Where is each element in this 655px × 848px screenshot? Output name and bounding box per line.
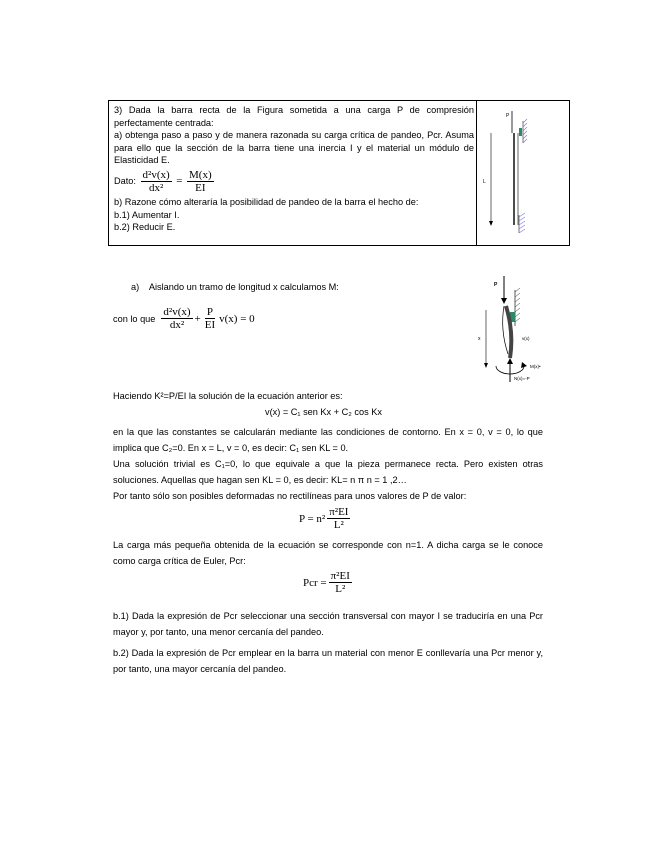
fig2-label-m: M(x)• [530, 364, 541, 369]
eq3-num: π²EI [330, 570, 350, 582]
fig2-axial-arrowhead [507, 358, 513, 364]
problem-dato [114, 169, 474, 194]
problem-box [108, 100, 570, 246]
fig2-label-x: x [478, 336, 481, 342]
dato-denominator: dx² [148, 181, 164, 194]
eq2-num: π²EI [329, 506, 349, 518]
solution-paragraph-block [113, 424, 543, 504]
fig2-label-v: v(x) [522, 336, 530, 341]
problem-text [114, 104, 474, 234]
solution-answer-b1: b.1) Dada la expresión de Pcr seleccionar una sección transversal con mayor I se traduciría en una Pcr mayor y, por tanto, una menor cercanía del pandeo. [113, 611, 543, 637]
box-divider [476, 101, 477, 245]
problem-part-a: a) obtenga paso a paso y de manera razonada su carga crítica de pandeo, Pcr. Asuma para ello que la sección de la barra tiene una inercia I y el material un módulo de Elasticidad E. [114, 130, 474, 166]
fig2-dimension-arrow [484, 363, 488, 368]
solution-para-3: Por tanto sólo son posibles deformadas no rectilíneas para unos valores de P de valor: [113, 491, 467, 501]
solution-para-2: Una solución trivial es C₁=0, lo que equivale a que la pieza permanece recta. Pero existen otras soluciones. Aquellas que hagan sen KL = 0, es decir: KL= n π n = 1 ,2… [113, 459, 543, 485]
eq3-lhs: Pcr = [303, 576, 327, 589]
fig2-wall-hatch [515, 288, 520, 322]
problem-part-b2: b.2) Reducir E. [114, 222, 176, 233]
solution-general-equation: v(x) = C₁ sen Kx + C₂ cos Kx [265, 407, 382, 417]
eq1-frac-1 [161, 306, 192, 331]
eq2-fraction [327, 506, 350, 531]
dato-numerator: d²v(x) [142, 168, 170, 181]
eq1-plus: + [194, 312, 201, 325]
solution-para-1: en la que las constantes se calcularán mediante las condiciones de contorno. En x = 0, v = 0, lo que implica que C₂=0. En x = L, v = 0, es decir: C₁ sen KL = 0. [113, 427, 543, 453]
fig1-label-p: P [506, 113, 510, 119]
dato-fraction-rhs [187, 169, 214, 194]
dato-rhs-denominator: EI [195, 181, 206, 194]
solution-answer-b2: b.2) Dada la expresión de Pcr emplear en la barra un material con menor E conllevaría una Pcr menor y, por tanto, una mayor cercanía del pandeo. [113, 648, 543, 674]
eq2-lhs: P = n² [299, 512, 326, 525]
fig2-label-n: N(x)=-P [514, 376, 530, 381]
dato-label: Dato: [114, 175, 136, 186]
dato-equals: = [176, 174, 183, 187]
fig1-label-l: L [483, 179, 486, 185]
fig2-label-p: P [494, 282, 498, 288]
solution-para-4: La carga más pequeña obtenida de la ecuación se corresponde con n=1. A dicha carga se le conoce como carga crítica de Euler, Pcr: [113, 540, 543, 566]
equation-2 [299, 506, 352, 531]
top-wall-hatch [523, 119, 527, 143]
eq1-frac-1-num: d²v(x) [163, 306, 191, 318]
equation-3 [303, 570, 354, 595]
eq3-den: L² [335, 583, 346, 595]
eq1-frac-2 [203, 306, 217, 331]
eq1-label: con lo que [113, 313, 156, 324]
bottom-wall-hatch [519, 213, 525, 233]
column-figure [479, 103, 569, 243]
problem-part-b: b) Razone cómo alteraría la posibilidad de pandeo de la barra el hecho de: [114, 196, 419, 207]
eq1-frac-2-num: P [206, 306, 213, 318]
top-roller [519, 128, 522, 136]
solution-haciendo: Haciendo K²=P/EI la solución de la ecuación anterior es: [113, 391, 343, 401]
eq3-fraction [329, 570, 352, 595]
solution-intro: a) Aislando un tramo de longitud x calculamos M: [131, 282, 339, 292]
dato-fraction-lhs [141, 169, 172, 194]
eq1-frac-1-den: dx² [169, 319, 185, 331]
eq2-den: L² [333, 519, 344, 531]
problem-part-b1: b.1) Aumentar I. [114, 209, 180, 220]
eq1-frac-2-den: EI [204, 319, 216, 331]
deformed-column-figure [470, 270, 560, 390]
dato-rhs-numerator: M(x) [189, 168, 212, 181]
fig2-load-arrowhead [501, 298, 507, 304]
dimension-arrow [489, 221, 493, 226]
problem-statement: 3) Dada la barra recta de la Figura sometida a una carga P de compresión perfectamente centrada: [114, 105, 474, 128]
eq1-tail: v(x) = 0 [219, 312, 255, 325]
equation-1 [113, 306, 255, 331]
